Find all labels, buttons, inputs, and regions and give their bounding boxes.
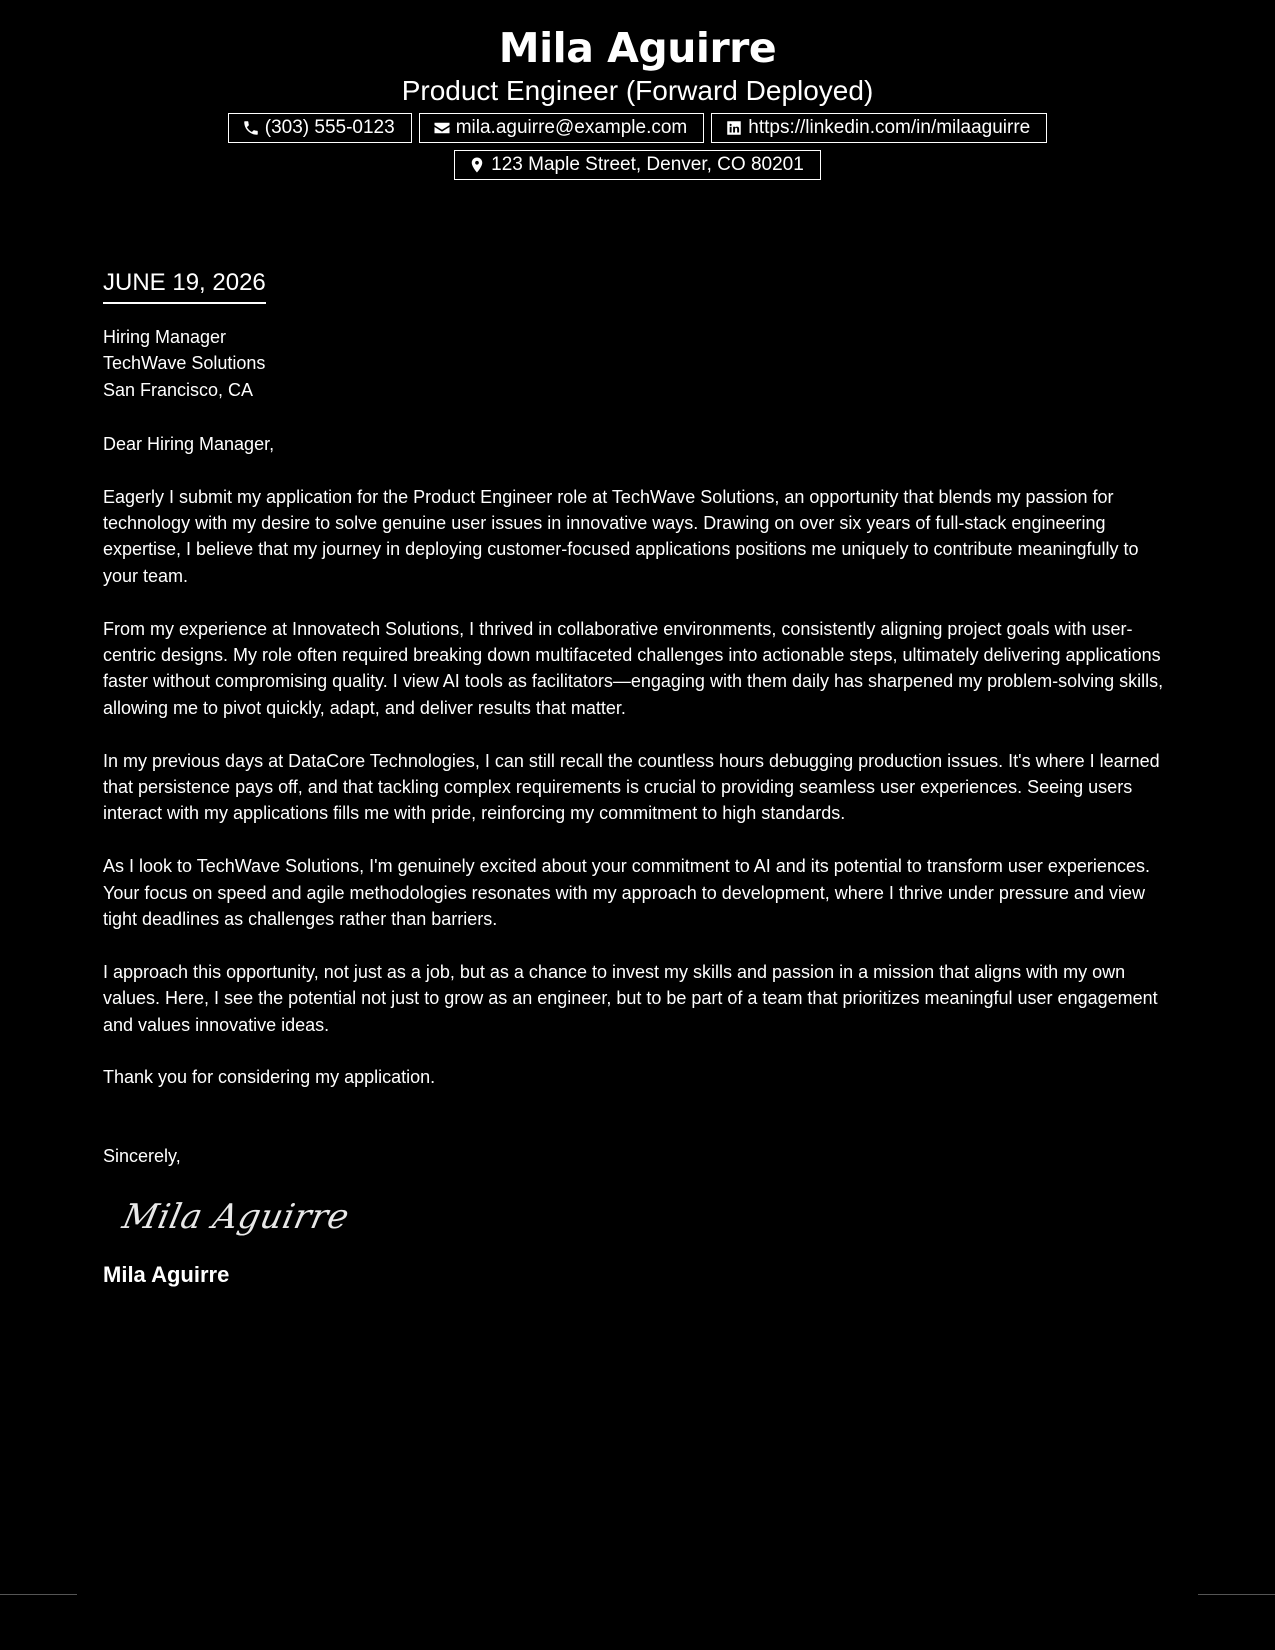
paragraph: From my experience at Innovatech Solutions, I thrived in collaborative environments, consistently aligning project goals with user-centric designs. My role often required breaking down multifaceted challenges into actionable steps, ultimately delivering applications faster without compromising quality. I view AI tools as facilitators—engaging with them daily has sharpened my problem-solving skills, allowing me to pivot quickly, adapt, and deliver results that matter. [103, 618, 1164, 718]
applicant-title: Product Engineer (Forward Deployed) [401, 75, 874, 106]
recipient-location: San Francisco, CA [103, 379, 254, 400]
salutation: Dear Hiring Manager, [103, 434, 275, 455]
paragraph: In my previous days at DataCore Technologies, I can still recall the countless hours debugging production issues. It's where I learned that persistence pays off, and that tackling complex requirements is crucial to providing seamless user experiences. Seeing users interact with my applications fills me with pride, reinforcing my commitment to high standards. [103, 750, 1160, 824]
envelope-icon [433, 119, 451, 137]
address-text: 123 Maple Street, Denver, CO 80201 [491, 154, 804, 175]
contact-row-1 [0, 113, 1275, 143]
email-chip[interactable] [419, 113, 705, 143]
letter-body [103, 268, 1178, 1289]
email-text: mila.aguirre@example.com [455, 117, 688, 138]
linkedin-text: https://linkedin.com/in/milaaguirre [748, 117, 1031, 138]
signed-name: Mila Aguirre [103, 1262, 230, 1288]
paragraph: Eagerly I submit my application for the Product Engineer role at TechWave Solutions, an opportunity that blends my passion for technology with my desire to solve genuine user issues in innovative ways. Drawing on over six years of full-stack engineering expertise, I believe that my journey in deploying customer-focused applications positions me uniquely to contribute meaningfully to your team. [103, 486, 1139, 586]
linkedin-icon [725, 119, 743, 137]
phone-chip[interactable] [228, 113, 412, 143]
paragraph-thanks: Thank you for considering my application. [103, 1067, 436, 1088]
phone-icon [242, 119, 260, 137]
signature-wrapper [103, 1169, 1178, 1237]
paragraph: I approach this opportunity, not just as a job, but as a chance to invest my skills and passion in a mission that aligns with my own values. Here, I see the potential not just to grow as an engineer, but to be part of a team that prioritizes meaningful user engagement and values innovative ideas. [103, 961, 1158, 1035]
footer-divider-left [0, 1594, 77, 1595]
paragraph: As I look to TechWave Solutions, I'm genuinely excited about your commitment to AI and its potential to transform user experiences. Your focus on speed and agile methodologies resonates with my approach to development, where I thrive under pressure and view tight deadlines as challenges rather than barriers. [103, 856, 1150, 930]
map-pin-icon [468, 156, 486, 174]
footer-divider-right [1198, 1594, 1275, 1595]
address-chip[interactable] [454, 150, 821, 180]
closing: Sincerely, [103, 1145, 181, 1166]
phone-text: (303) 555-0123 [264, 117, 395, 138]
recipient-block [103, 324, 1178, 403]
applicant-name: Mila Aguirre [498, 24, 777, 72]
recipient-line: Hiring Manager [103, 327, 227, 347]
recipient-company: TechWave Solutions [103, 353, 266, 374]
letter-date: JUNE 19, 2026 [103, 268, 266, 304]
linkedin-chip[interactable] [711, 113, 1047, 143]
handwritten-signature: Mila Aguirre [119, 1197, 353, 1238]
contact-row-2 [0, 150, 1275, 180]
letterhead [0, 22, 1275, 187]
